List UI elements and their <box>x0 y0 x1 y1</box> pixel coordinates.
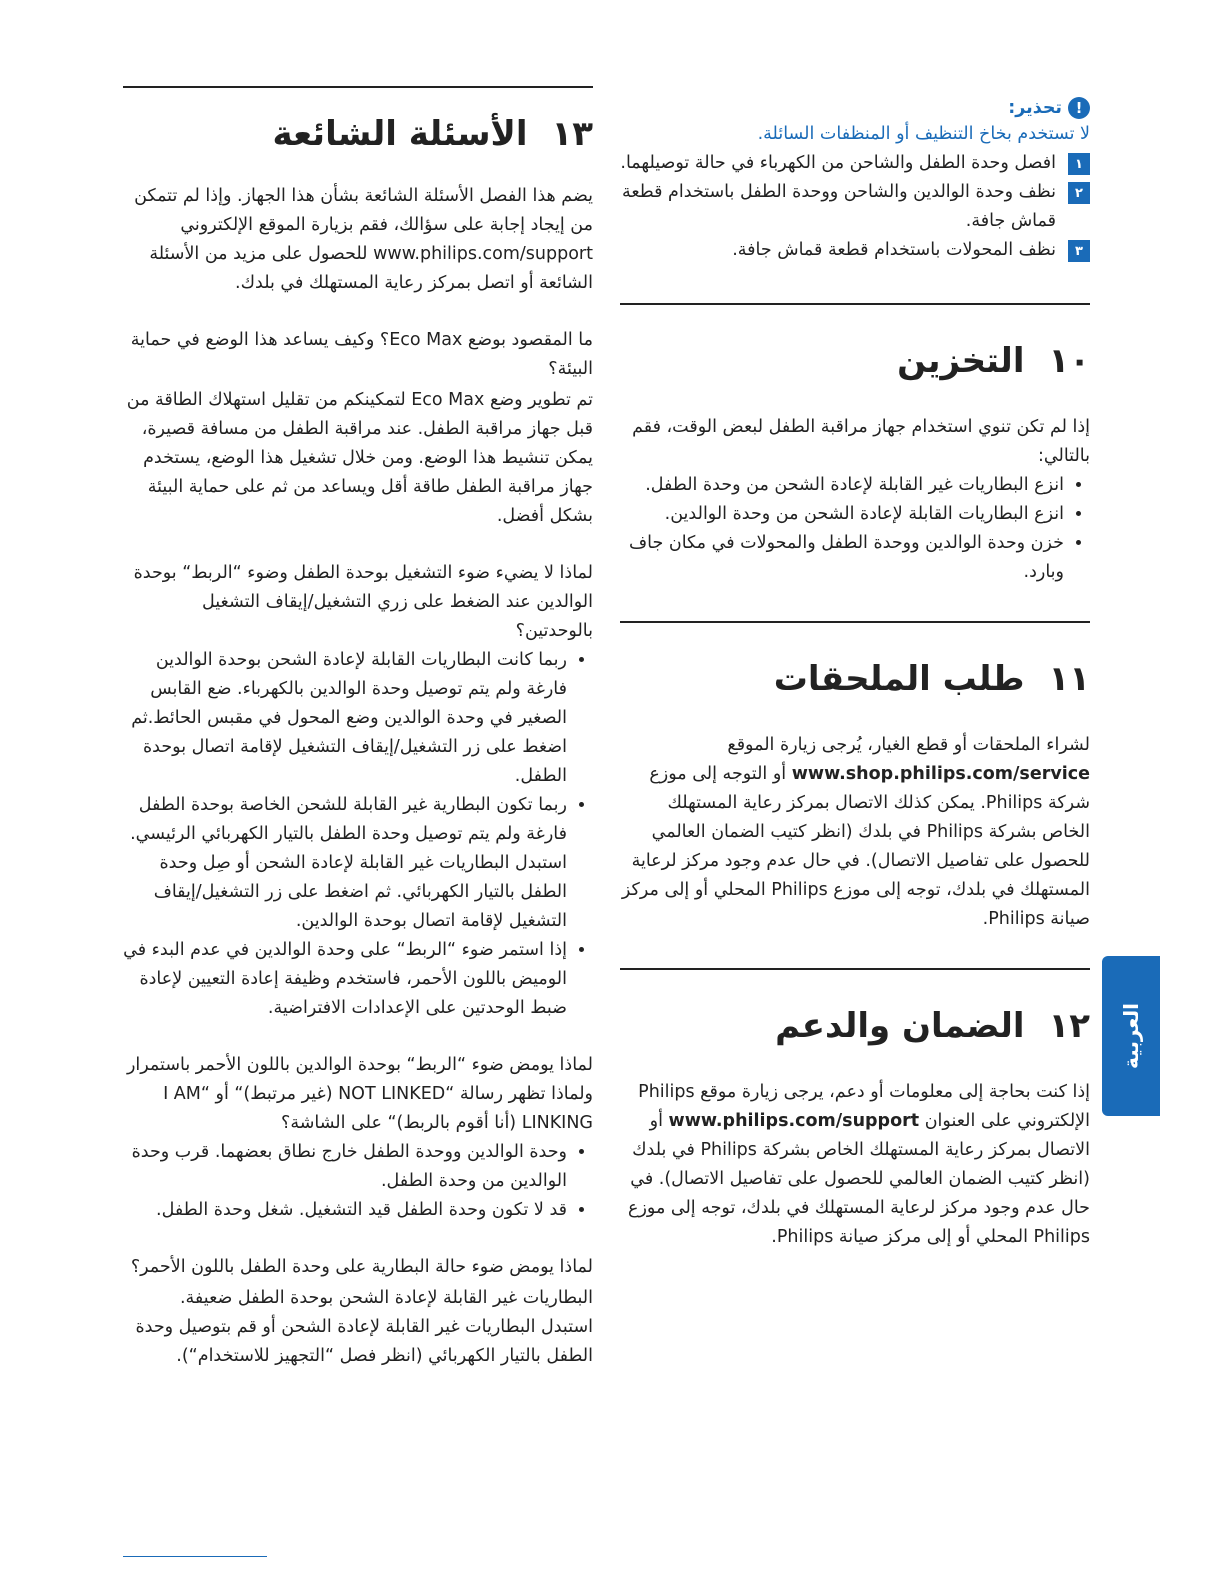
faq-answer: البطاريات غير القابلة لإعادة الشحن بوحدة الطفل ضعيفة. استبدل البطاريات غير القابلة لإعادة الشحن أو قم بتوصيل وحدة الطفل بالتيار الكهربائي (انظر فصل “التجهيز للاستخدام“). <box>135 1288 593 1366</box>
section-title: طلب الملحقات <box>773 659 1025 699</box>
warning-heading <box>620 95 1090 121</box>
storage-intro: إذا لم تكن تنوي استخدام جهاز مراقبة الطفل لبعض الوقت، فقم بالتالي: <box>632 417 1090 466</box>
step-item <box>620 178 1090 236</box>
faq-question: ما المقصود بوضع Eco Max؟ وكيف يساعد هذا الوضع في حماية البيئة؟ <box>130 330 593 379</box>
list-item: • انزع البطاريات غير القابلة لإعادة الشحن من وحدة الطفل. <box>620 471 1064 500</box>
right-column <box>620 95 1090 1252</box>
warranty-text <box>620 1078 1090 1252</box>
step-item <box>620 149 1090 178</box>
warranty-text-before: إذا كنت بحاجة إلى معلومات أو دعم، يرجى زيارة موقع Philips الإلكتروني على العنوان <box>638 1082 1090 1131</box>
cleaning-steps <box>620 149 1090 265</box>
faq-question: لماذا يومض ضوء حالة البطارية على وحدة الطفل باللون الأحمر؟ <box>130 1257 593 1277</box>
section-number: ١٢ <box>1048 1006 1090 1046</box>
list-item: • انزع البطاريات القابلة لإعادة الشحن من وحدة الوالدين. <box>620 500 1064 529</box>
list-item: • قد لا تكون وحدة الطفل قيد التشغيل. شغل وحدة الطفل. <box>123 1196 567 1225</box>
step-text: نظف المحولات باستخدام قطعة قماش جافة. <box>732 240 1056 260</box>
warranty-heading <box>620 1006 1090 1046</box>
section-divider <box>620 968 1090 970</box>
warning-title: تحذير: <box>1008 98 1062 118</box>
step-text: افصل وحدة الطفل والشاحن من الكهرباء في حالة توصيلهما. <box>620 153 1056 173</box>
section-number: ١٣ <box>551 114 593 154</box>
faq-answer: تم تطوير وضع Eco Max لتمكينكم من تقليل استهلاك الطاقة من قبل جهاز مراقبة الطفل. عند مراقبة الطفل من مسافة قصيرة، يمكن تنشيط هذا الوضع. ومن خلال تشغيل هذا الوضع، يستخدم جهاز مراقبة الطفل طاقة أقل ويساعد من ثم على حماية البيئة بشكل أفضل. <box>126 390 593 526</box>
storage-list <box>620 471 1090 587</box>
accessories-text-after: أو التوجه إلى موزع شركة Philips. يمكن كذلك الاتصال بمركز رعاية المستهلك الخاص بشركة Philips في بلدك (انظر كتيب الضمان العالمي للحصول على تفاصيل الاتصال). في حال عدم وجود مركز لرعاية المستهلك في بلدك، توجه إلى موزع Philips المحلي أو إلى مركز صيانة Philips. <box>621 764 1090 929</box>
section-number: ١٠ <box>1048 341 1090 381</box>
accessories-heading <box>620 659 1090 699</box>
list-item: • خزن وحدة الوالدين ووحدة الطفل والمحولات في مكان جاف وبارد. <box>620 529 1064 587</box>
step-text: نظف وحدة الوالدين والشاحن ووحدة الطفل باستخدام قطعة قماش جافة. <box>621 182 1056 231</box>
accessories-text <box>620 731 1090 934</box>
accessories-text-before: لشراء الملحقات أو قطع الغيار، يُرجى زيارة الموقع <box>727 735 1090 755</box>
section-divider <box>620 303 1090 305</box>
list-item: • ربما تكون البطارية غير القابلة للشحن الخاصة بوحدة الطفل فارغة ولم يتم توصيل وحدة الطفل بالتيار الكهربائي الرئيسي. استبدل البطاريات غير القابلة لإعادة الشحن أو صِل وحدة الطفل بالتيار الكهربائي. ثم اضغط على زر التشغيل/إيقاف التشغيل لإقامة اتصال بوحدة الوالدين. <box>123 791 567 936</box>
footer-line <box>123 1556 267 1557</box>
list-item: • ربما كانت البطاريات القابلة لإعادة الشحن بوحدة الوالدين فارغة ولم يتم توصيل وحدة الوالدين بالكهرباء. ضع القابس الصغير في وحدة الوالدين وضع المحول في مقبس الحائط.ثم اضغط على زر التشغيل/إيقاف التشغيل لإقامة اتصال بوحدة الطفل. <box>123 646 567 791</box>
warranty-text-after: أو الاتصال بمركز رعاية المستهلك الخاص بشركة Philips في بلدك (انظر كتيب الضمان العالمي للحصول على تفاصيل الاتصال). في حال عدم وجود مركز لرعاية المستهلك في بلدك، توجه إلى موزع Philips المحلي أو إلى مركز صيانة Philips. <box>628 1111 1090 1247</box>
list-item: • وحدة الوالدين ووحدة الطفل خارج نطاق بعضهما. قرب وحدة الوالدين من وحدة الطفل. <box>123 1138 567 1196</box>
left-column <box>123 86 593 1371</box>
shop-link[interactable]: www.shop.philips.com/service <box>791 764 1090 784</box>
warning-triangle-icon: ! <box>1068 97 1090 119</box>
warning-text: لا تستخدم بخاخ التنظيف أو المنظفات السائلة. <box>757 124 1090 144</box>
storage-heading <box>620 341 1090 381</box>
faq-question: لماذا لا يضيء ضوء التشغيل بوحدة الطفل وضوء “الربط“ بوحدة الوالدين عند الضغط على زري التشغيل/إيقاف التشغيل بالوحدتين؟ <box>133 563 593 641</box>
faq-question: لماذا يومض ضوء “الربط“ بوحدة الوالدين باللون الأحمر باستمرار ولماذا تظهر رسالة “NOT LINKED (غير مرتبط)“ أو “I AM LINKING (أنا أقوم بالربط)“ على الشاشة؟ <box>126 1055 593 1133</box>
section-title: الضمان والدعم <box>775 1006 1025 1046</box>
section-title: التخزين <box>897 341 1025 381</box>
section-number: ١١ <box>1048 659 1090 699</box>
faq-intro: يضم هذا الفصل الأسئلة الشائعة بشأن هذا الجهاز. وإذا لم تتمكن من إيجاد إجابة على سؤالك، فقم بزيارة الموقع الإلكتروني www.philips.com/support للحصول على مزيد من الأسئلة الشائعة أو اتصل بمركز رعاية المستهلك في بلدك. <box>134 186 593 293</box>
language-label: العربية <box>1119 1003 1143 1069</box>
language-tab <box>1102 956 1160 1116</box>
list-item: • إذا استمر ضوء “الربط“ على وحدة الوالدين في عدم البدء في الوميض باللون الأحمر، فاستخدم وظيفة إعادة التعيين لإعادة ضبط الوحدتين على الإعدادات الافتراضية. <box>123 936 567 1023</box>
step-number: ٢ <box>1068 182 1090 204</box>
step-number: ٣ <box>1068 240 1090 262</box>
step-number: ١ <box>1068 153 1090 175</box>
step-item <box>620 236 1090 265</box>
faq-heading <box>123 114 593 154</box>
support-link[interactable]: www.philips.com/support <box>668 1111 920 1131</box>
faq-answer-list <box>123 646 593 1023</box>
section-divider <box>620 621 1090 623</box>
section-divider <box>123 86 593 88</box>
section-title: الأسئلة الشائعة <box>272 114 528 154</box>
faq-answer-list <box>123 1138 593 1225</box>
